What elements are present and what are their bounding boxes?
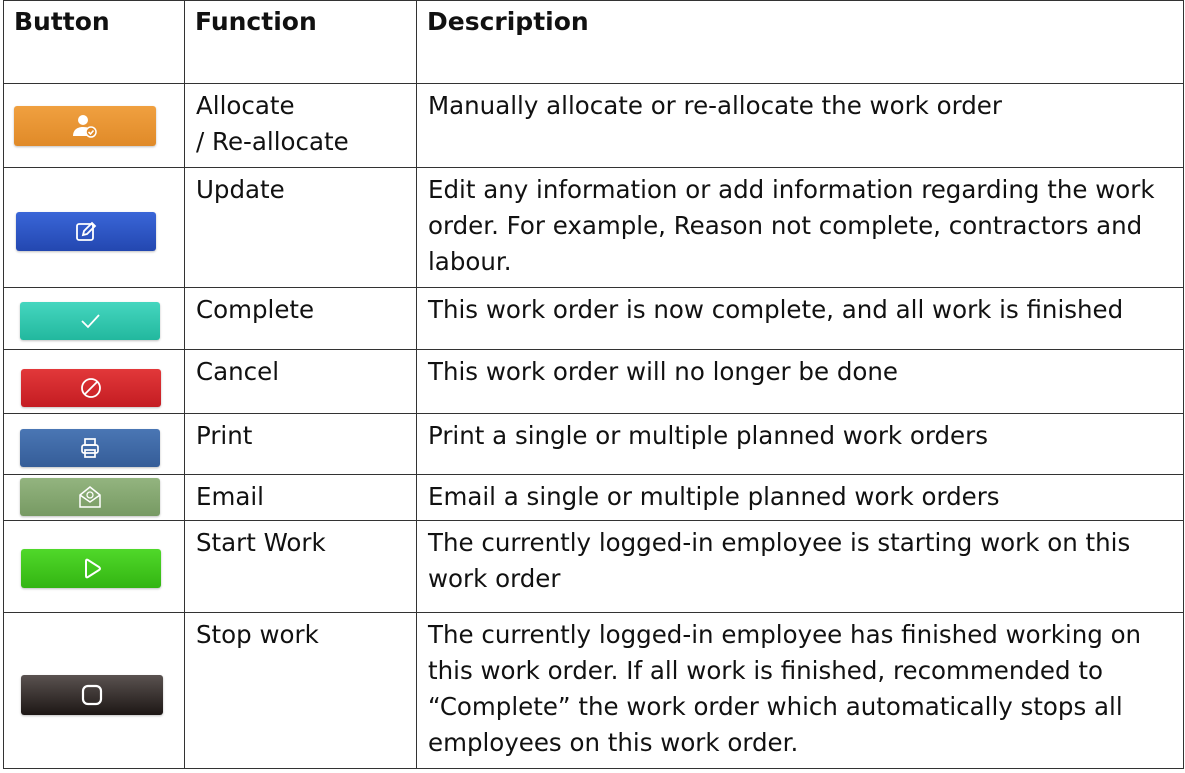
mail-open-icon: [76, 483, 104, 511]
button-cell: [4, 168, 185, 288]
table-row: [4, 613, 1184, 769]
table-row: [4, 414, 1184, 475]
function-cell: Allocate / Re-allocate: [185, 84, 417, 168]
button-cell: [4, 350, 185, 414]
button-cell: [4, 288, 185, 350]
header-function: Function: [185, 1, 417, 84]
user-check-icon: [70, 112, 100, 140]
description-cell: This work order is now complete, and all work is finished: [417, 288, 1184, 350]
function-cell: Print: [185, 414, 417, 475]
description-cell: The currently logged-in employee has finished working on this work order. If all work is finished, recommended to “Complete” the work order which automatically stops all employees on this work order.: [417, 613, 1184, 769]
edit-icon: [73, 219, 99, 245]
button-cell: [4, 475, 185, 521]
start-work-button[interactable]: [21, 549, 161, 588]
allocate-button[interactable]: [14, 106, 156, 146]
description-cell: Print a single or multiple planned work orders: [417, 414, 1184, 475]
table-row: [4, 521, 1184, 613]
ban-icon: [78, 375, 104, 401]
table-row: [4, 288, 1184, 350]
email-button[interactable]: [20, 478, 160, 516]
header-row: [4, 1, 1184, 84]
description-cell: Manually allocate or re-allocate the work order: [417, 84, 1184, 168]
function-cell: Start Work: [185, 521, 417, 613]
stop-work-button[interactable]: [21, 675, 163, 715]
function-cell: Complete: [185, 288, 417, 350]
printer-icon: [77, 435, 103, 461]
stop-icon: [79, 682, 105, 708]
function-cell: Email: [185, 475, 417, 521]
description-cell: Email a single or multiple planned work orders: [417, 475, 1184, 521]
cancel-button[interactable]: [21, 369, 161, 407]
play-icon: [78, 556, 104, 582]
button-cell: [4, 84, 185, 168]
description-cell: Edit any information or add information regarding the work order. For example, Reason not complete, contractors and labour.: [417, 168, 1184, 288]
function-cell: Cancel: [185, 350, 417, 414]
header-button: Button: [4, 1, 185, 84]
function-cell: Update: [185, 168, 417, 288]
table-row: [4, 350, 1184, 414]
function-cell: Stop work: [185, 613, 417, 769]
button-reference-table: [3, 0, 1184, 769]
button-cell: [4, 414, 185, 475]
print-button[interactable]: [20, 429, 160, 467]
description-cell: This work order will no longer be done: [417, 350, 1184, 414]
table-row: [4, 84, 1184, 168]
header-description: Description: [417, 1, 1184, 84]
complete-button[interactable]: [20, 302, 160, 340]
button-cell: [4, 613, 185, 769]
update-button[interactable]: [16, 212, 156, 251]
table-row: [4, 168, 1184, 288]
check-icon: [77, 310, 103, 332]
table-row: [4, 475, 1184, 521]
description-cell: The currently logged-in employee is starting work on this work order: [417, 521, 1184, 613]
button-cell: [4, 521, 185, 613]
